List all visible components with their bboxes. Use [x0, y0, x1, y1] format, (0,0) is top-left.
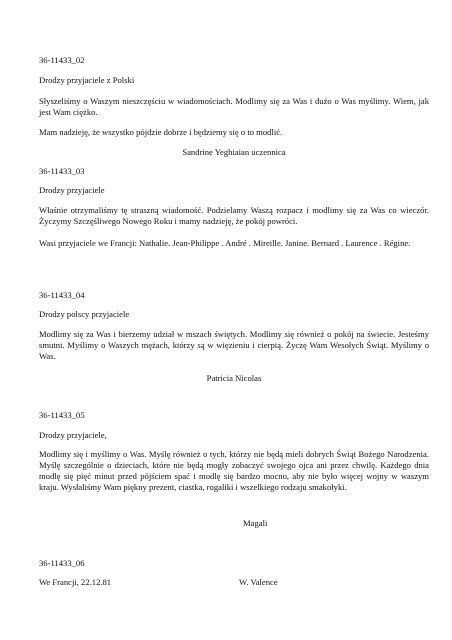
letter-signature: Sandrine Yeghiaian uczennica — [182, 147, 286, 157]
letter-paragraph: Mam nadzieję, że wszystko pójdzie dobrze i będziemy się o to modlić. — [39, 127, 283, 137]
letter-id: 36-11433_04 — [39, 290, 85, 300]
letter-greeting: Drodzy polscy przyjaciele — [39, 309, 130, 319]
letter-greeting: Drodzy przyjaciele, — [39, 430, 107, 440]
letter-paragraph: Słyszeliśmy o Waszym nieszczęściu w wiadomościach. Modlimy się za Was i dużo o Was myślimy. Wiem, jak jest Wam ciężko. — [39, 96, 429, 117]
letter-paragraph: Właśnie otrzymaliśmy tę straszną wiadomość. Podzielamy Waszą rozpacz i modlimy się za Was co wieczór. Życzymy Szczęśliwego Nowego Roku i mamy nadzieję, że pokój powróci. — [39, 205, 429, 226]
letter-paragraph: Modlimy się za Was i bierzemy udział w mszach świętych. Modlimy się również o pokój na świecie. Jesteśmy smutni. Myślimy o Waszych mężach, którzy są w więzieniu i cierpią. Życzę Wam Wesołych Świąt. Myślimy o Was. — [39, 329, 429, 361]
letter-signature: W. Valence — [239, 577, 278, 587]
letter-greeting: Drodzy przyjaciele — [39, 185, 105, 195]
letter-signature: Magali — [243, 518, 268, 528]
letter-id: 36-11433_06 — [39, 558, 85, 568]
letter-paragraph: Wasi przyjaciele we Francji: Nathalie. Jean-Philippe . André . Mireille. Janine. Bernard . Laurence . Régine. — [39, 238, 411, 248]
letter-id: 36-11433_03 — [39, 166, 85, 176]
letter-paragraph: Modlimy się i myślimy o Was. Myślę również o tych, którzy nie będą mieli dobrych Świąt Bożego Narodzenia. Myślę szczególnie o dzieciach, które nie będą mogły zobaczyć swojego ojca ani przez chwilę. Każdego dnia modlę się pięć minut przed pójściem spać i modlę się bardzo mocno, aby nie było więcej wojny w waszym kraju. Wysłaliśmy Wam piękny prezent, ciastka, rogaliki i wszelkiego rodzaju smakołyki. — [39, 449, 429, 492]
document-page — [39, 0, 429, 640]
letter-place-date: We Francji, 22.12.81 — [39, 577, 112, 587]
letter-greeting: Drodzy przyjaciele z Polski — [39, 75, 135, 85]
letter-signature: Patricia Nicolas — [206, 373, 262, 383]
letter-id: 36-11433_05 — [39, 410, 85, 420]
letter-id: 36-11433_02 — [39, 55, 85, 65]
